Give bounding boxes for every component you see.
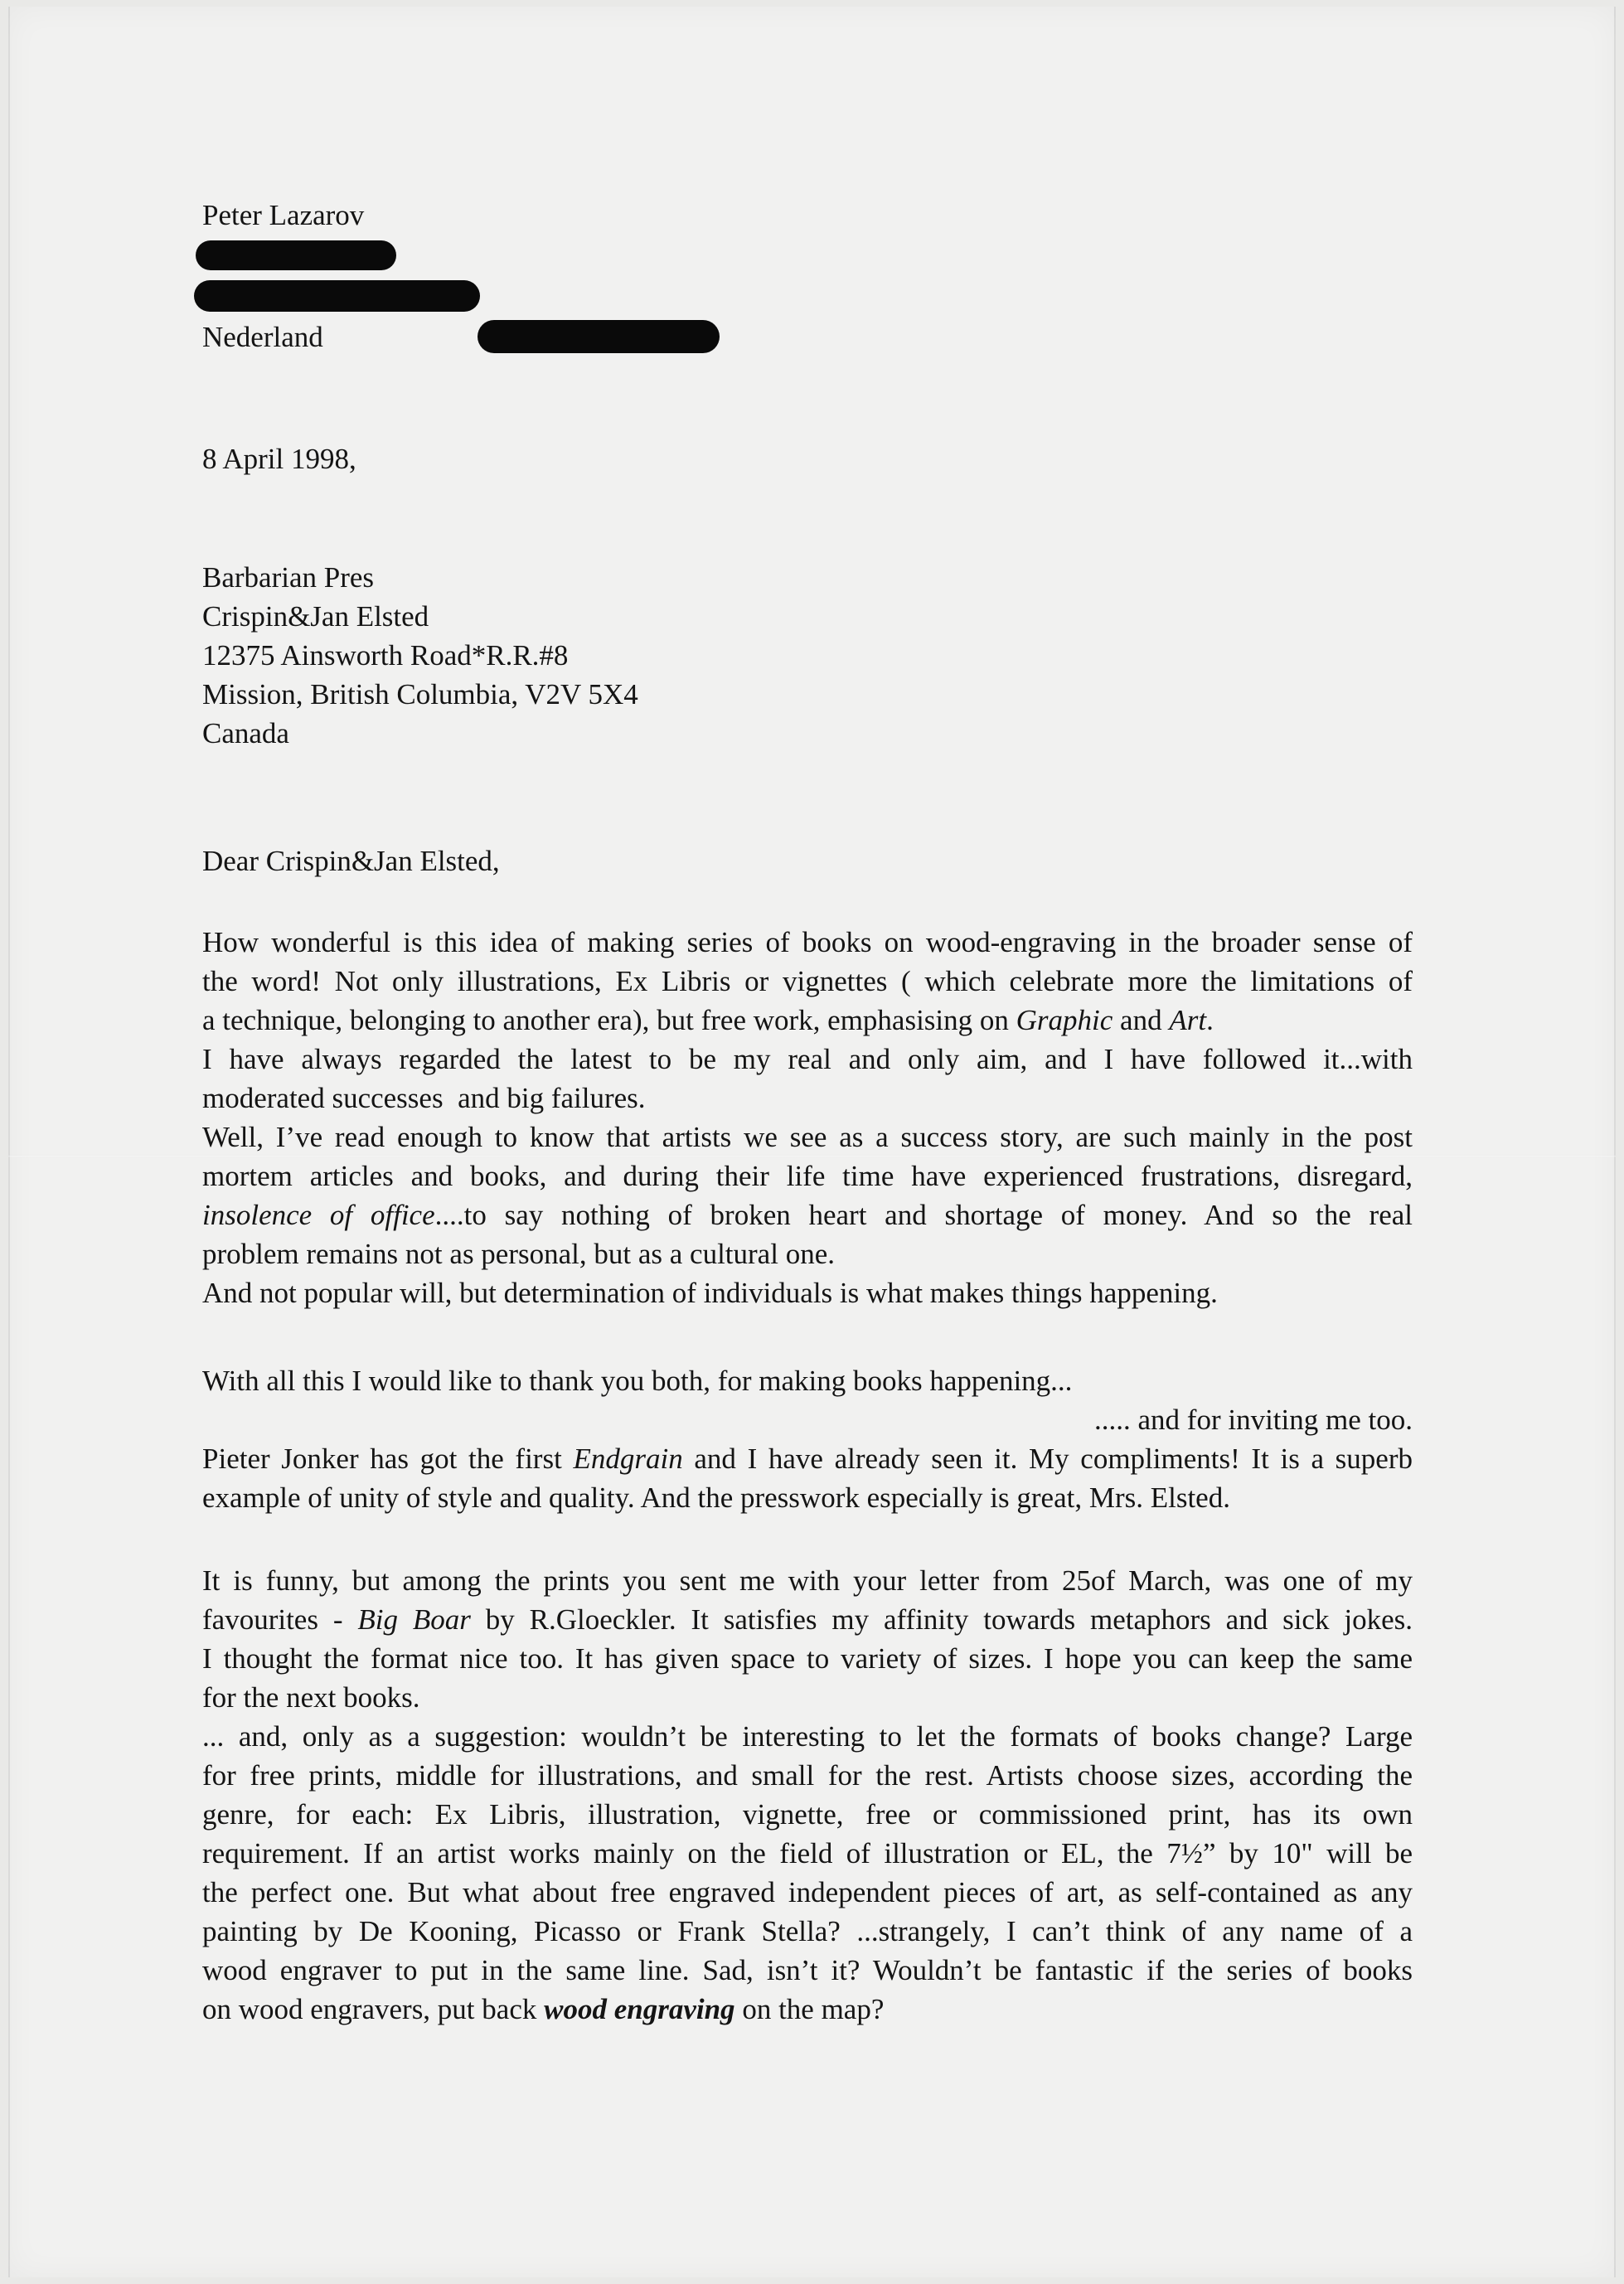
emphasis-wood-engraving: wood engraving — [544, 1993, 735, 2025]
text-run: . — [1206, 1004, 1214, 1036]
redaction-bar — [196, 240, 396, 270]
body-line: I have always regarded the latest to be my real and only aim, and I have followed it...with — [202, 1043, 1413, 1075]
text-run: on wood engravers, put back — [202, 1993, 545, 2025]
body-line: for free prints, middle for illustrations, and small for the rest. Artists choose sizes, according the — [202, 1759, 1413, 1792]
body-line — [202, 1600, 1413, 1639]
body-line: example of unity of style and quality. And the presswork especially is great, Mrs. Elsted. — [202, 1481, 1230, 1514]
sender-block — [202, 196, 1413, 235]
text-run: by R.Gloeckler. It satisfies my affinity towards metaphors and sick jokes. — [470, 1603, 1413, 1636]
body-line — [202, 1439, 1413, 1478]
body-line: ..... and for inviting me too. — [1094, 1404, 1413, 1436]
emphasis-endgrain: Endgrain — [573, 1443, 683, 1475]
text-run: Pieter Jonker has got the first — [202, 1443, 574, 1475]
recipient-line: Barbarian Pres — [202, 561, 375, 594]
recipient-address — [202, 558, 1413, 753]
body-line: problem remains not as personal, but as a cultural one. — [202, 1238, 835, 1270]
page-edge-left — [8, 7, 10, 2277]
body-line: the perfect one. But what about free engraved independent pieces of art, as self-contained as any — [202, 1876, 1413, 1908]
text-run: and — [1113, 1004, 1170, 1036]
text-run: on the map? — [734, 1993, 885, 2025]
body-line: With all this I would like to thank you both, for making books happening... — [202, 1365, 1073, 1397]
body-line: wood engraver to put in the same line. Sad, isn’t it? Wouldn’t be fantastic if the series of books — [202, 1954, 1413, 1986]
body-line: Well, I’ve read enough to know that artists we see as a success story, are such mainly in the post — [202, 1121, 1413, 1153]
paragraph-2 — [202, 1361, 1413, 1517]
body-line: ... and, only as a suggestion: wouldn’t be interesting to let the formats of books change? Large — [202, 1720, 1413, 1753]
body-line — [202, 1001, 1413, 1040]
emphasis-big-boar: Big Boar — [357, 1603, 471, 1636]
recipient-line: Crispin&Jan Elsted — [202, 600, 429, 633]
recipient-line: 12375 Ainsworth Road*R.R.#8 — [202, 639, 569, 672]
body-line: painting by De Kooning, Picasso or Frank Stella? ...strangely, I can’t think of any name of a — [202, 1915, 1413, 1947]
body-line: How wonderful is this idea of making series of books on wood-engraving in the broader sense of — [202, 926, 1413, 958]
body-line: And not popular will, but determination of individuals is what makes things happening. — [202, 1277, 1218, 1309]
emphasis-insolence: insolence of office — [202, 1199, 435, 1231]
sender-name: Peter Lazarov — [202, 199, 365, 231]
salutation-block — [202, 841, 1413, 880]
paragraph-3 — [202, 1561, 1413, 2029]
salutation: Dear Crispin&Jan Elsted, — [202, 845, 500, 877]
text-run: favourites - — [202, 1603, 358, 1636]
sender-country-line — [202, 318, 1413, 356]
body-line: the word! Not only illustrations, Ex Libris or vignettes ( which celebrate more the limitations of — [202, 965, 1413, 997]
body-line: mortem articles and books, and during their life time have experienced frustrations, disregard, — [202, 1160, 1413, 1192]
body-line: moderated successes and big failures. — [202, 1082, 646, 1114]
page-edge-right — [1614, 7, 1616, 2277]
redaction-bar — [478, 320, 720, 353]
body-line: I thought the format nice too. It has given space to variety of sizes. I hope you can keep the same — [202, 1642, 1413, 1675]
recipient-line: Mission, British Columbia, V2V 5X4 — [202, 678, 638, 710]
body-line — [202, 1990, 1413, 2029]
text-run: ....to say nothing of broken heart and shortage of money. And so the real — [434, 1199, 1413, 1231]
letter-date: 8 April 1998, — [202, 443, 356, 475]
emphasis-art: Art — [1169, 1004, 1207, 1036]
emphasis-graphic: Graphic — [1016, 1004, 1113, 1036]
text-run: and I have already seen it. My compliments! It is a superb — [682, 1443, 1413, 1475]
body-line: genre, for each: Ex Libris, illustration, vignette, free or commissioned print, has its own — [202, 1798, 1413, 1831]
body-line — [202, 1195, 1413, 1234]
body-line: for the next books. — [202, 1681, 420, 1714]
redaction-bar — [194, 280, 480, 312]
text-run: a technique, belonging to another era), but free work, emphasising on — [202, 1004, 1016, 1036]
body-line: It is funny, but among the prints you sent me with your letter from 25of March, was one of my — [202, 1564, 1413, 1597]
date-block — [202, 439, 1413, 478]
paragraph-1 — [202, 923, 1413, 1312]
recipient-line: Canada — [202, 717, 289, 749]
sender-country: Nederland — [202, 321, 323, 353]
body-line: requirement. If an artist works mainly on the field of illustration or EL, the 7½” by 10" will be — [202, 1837, 1413, 1869]
